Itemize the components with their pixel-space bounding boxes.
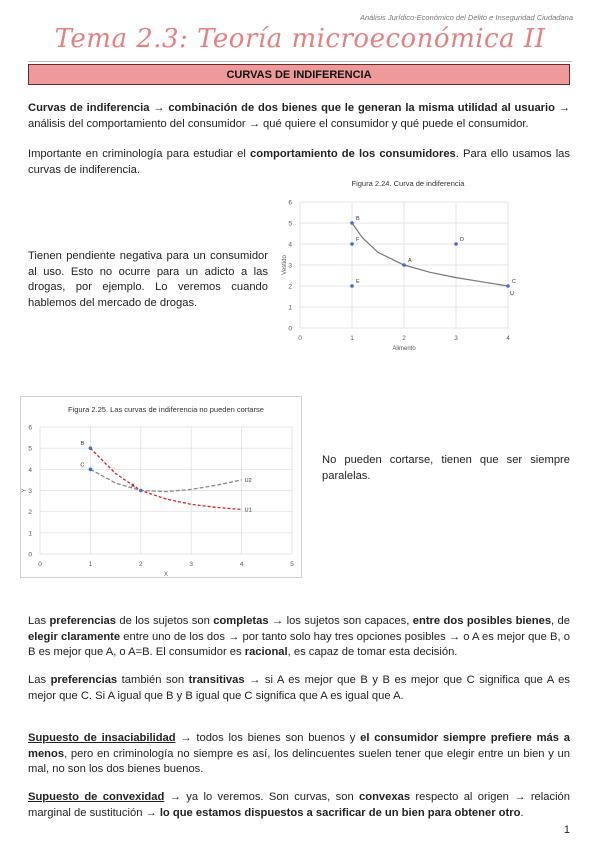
y-tick-label: 3	[288, 262, 292, 270]
x-tick-label: 0	[298, 335, 302, 342]
pref-text-6: , es capaz de tomar esta decisión.	[287, 646, 458, 658]
x-tick-label: 4	[239, 561, 244, 568]
page-number: 1	[563, 824, 570, 836]
conv-bold-1: convexas	[359, 791, 411, 803]
series-label: U1	[244, 507, 252, 514]
y-axis-label: Vestido	[282, 255, 288, 275]
definition-bold: Curvas de indiferencia → combinación de dos bienes que le generan la misma utilidad al usuario →	[28, 102, 570, 114]
y-axis-label: Y	[22, 488, 28, 493]
paragraph-cannot-cross: No pueden cortarse, tienen que ser siempre paralelas.	[322, 454, 570, 482]
y-tick-label: 3	[28, 488, 32, 495]
x-tick-label: 4	[506, 335, 510, 342]
data-point	[402, 263, 406, 267]
trans-text-2: también son	[117, 674, 189, 686]
trans-bold-1: preferencias	[50, 674, 118, 686]
data-point	[89, 468, 93, 472]
data-point	[350, 284, 354, 288]
insat-text-2: , pero en criminología no siempre es así, los delincuentes suelen tener que elegir entre un bien y un mal, no son los dos bienes buenos.	[28, 747, 570, 775]
pref-text-5: entre uno de los dos → por tanto solo hay tres opciones posibles → o A es mejor que B, o B es mejor que A, o A=B. El consumidor es	[28, 630, 570, 658]
importance-text-1: Importante en criminología para estudiar el	[28, 148, 251, 160]
point-label: F	[356, 237, 360, 243]
paragraph-definition	[28, 101, 570, 132]
insat-bold-1: el consumidor siempre prefiere más a menos	[28, 732, 570, 760]
data-point	[139, 489, 143, 493]
paragraph-complete-preferences	[28, 614, 570, 661]
y-tick-label: 4	[28, 466, 32, 474]
conv-text-2: respecto al origen → relación marginal de sustitución →	[28, 791, 570, 819]
paragraph-transitive-preferences	[28, 673, 570, 704]
y-tick-label: 1	[288, 304, 292, 312]
x-tick-label: 3	[189, 561, 194, 568]
conv-text-1: → ya lo veremos. Son curvas, son	[164, 791, 360, 803]
trans-text-3: → si A es mejor que B y B es mejor que C significa que A es mejor que C. Si A igual que B y B igual que C significa que A es igual que A.	[28, 674, 570, 702]
point-label: B	[80, 441, 85, 448]
data-point	[506, 284, 510, 288]
data-point	[350, 221, 354, 225]
figure-curves-cannot-cross	[20, 396, 302, 578]
section-banner: CURVAS DE INDIFERENCIA	[28, 64, 570, 85]
data-point	[454, 242, 458, 246]
y-tick-label: 2	[288, 283, 292, 291]
y-tick-label: 2	[28, 509, 32, 517]
trans-bold-2: transitivas	[188, 674, 245, 686]
chart-frame	[21, 397, 302, 578]
pref-bold-1: preferencias	[49, 615, 116, 627]
conv-bold-2: lo que estamos dispuestos a sacrificar de un bien para obtener otro	[159, 806, 521, 819]
y-tick-label: 5	[288, 220, 292, 228]
paragraph-insatiability	[28, 731, 570, 778]
y-tick-label: 0	[28, 551, 32, 559]
pref-bold-3: entre dos posibles bienes	[412, 615, 552, 627]
x-tick-label: 2	[402, 335, 406, 342]
point-label: C	[512, 279, 516, 285]
series-label: U2	[244, 477, 252, 484]
paragraph-convexity	[28, 790, 570, 821]
insat-text-1: → todos los bienes son buenos y	[175, 732, 361, 744]
x-tick-label: 2	[138, 561, 143, 568]
page-title: Tema 2.3: Teoría microeconómica II	[54, 24, 546, 54]
y-tick-label: 6	[28, 424, 32, 432]
x-axis-label: X	[163, 572, 169, 578]
curve-label: U	[510, 291, 514, 297]
point-label: A	[131, 483, 135, 490]
data-point	[350, 242, 354, 246]
y-tick-label: 4	[288, 241, 292, 249]
insatiability-heading: Supuesto de insaciabilidad	[28, 732, 176, 744]
x-tick-label: 3	[454, 335, 458, 342]
pref-text-2: de los sujetos son	[116, 615, 214, 627]
paragraph-importance	[28, 147, 570, 178]
x-tick-label: 0	[38, 561, 42, 568]
title-divider	[28, 61, 572, 62]
point-label: A	[408, 258, 412, 264]
point-label: E	[356, 279, 360, 285]
y-tick-label: 0	[288, 325, 292, 333]
x-tick-label: 1	[350, 335, 354, 342]
pref-text-1: Las	[28, 615, 50, 627]
figure-indifference-curve	[278, 176, 570, 356]
pref-text-4: , de	[551, 615, 571, 627]
point-label: D	[460, 237, 464, 243]
paragraph-negative-slope: Tienen pendiente negativa para un consumidor al uso. Esto no ocurre para un adicto a las drogas, por ejemplo. Lo veremos cuando hablemos del mercado de drogas.	[28, 250, 268, 309]
document-header-note: Análisis Jurídico-Económico del Delito e Inseguridad Ciudadana	[359, 13, 573, 22]
y-tick-label: 6	[288, 199, 292, 207]
convexity-heading: Supuesto de convexidad	[28, 791, 165, 803]
importance-text-2: . Para ello usamos las curvas de indiferencia.	[28, 148, 570, 176]
trans-text-1: Las	[28, 674, 51, 686]
pref-bold-2: completas	[213, 615, 269, 627]
x-tick-label: 5	[290, 561, 294, 568]
indifference-curve	[352, 223, 508, 286]
definition-text: análisis del comportamiento del consumidor → qué quiere el consumidor y qué puede el consumidor.	[28, 117, 529, 130]
point-label: B	[356, 216, 360, 222]
y-tick-label: 1	[28, 530, 32, 538]
conv-text-3: .	[520, 806, 524, 819]
x-tick-label: 1	[88, 561, 93, 568]
chart-title: Figura 2.25. Las curvas de indiferencia no pueden cortarse	[68, 405, 264, 414]
pref-bold-5: racional	[244, 646, 288, 658]
chart-title: Figura 2.24. Curva de indiferencia	[351, 179, 465, 188]
data-point	[89, 446, 93, 450]
pref-bold-4: elegir claramente	[28, 630, 121, 643]
importance-bold: comportamiento de los consumidores	[250, 148, 456, 160]
x-axis-label: Alimento	[392, 346, 416, 352]
y-tick-label: 5	[28, 445, 32, 453]
pref-text-3: → los sujetos son capaces,	[268, 615, 413, 627]
point-label: C	[80, 462, 85, 469]
